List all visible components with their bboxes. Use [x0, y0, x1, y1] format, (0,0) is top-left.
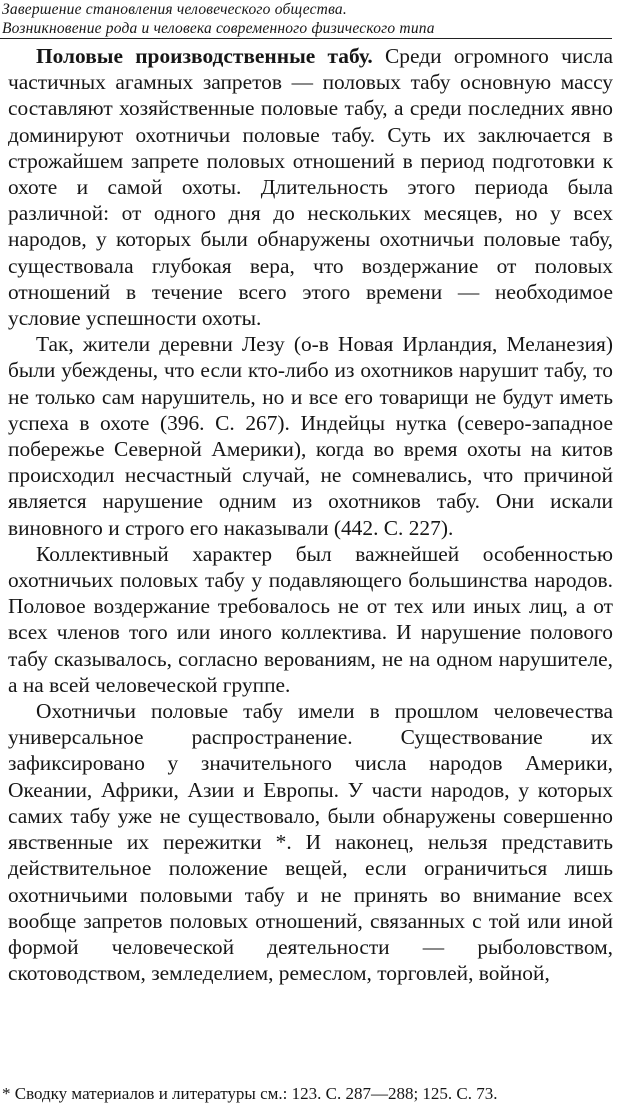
- footnote: * Сводку материалов и литературы см.: 123. С. 287—288; 125. С. 73.: [2, 1084, 498, 1103]
- section-run-in-title: Половые производственные табу.: [36, 44, 373, 68]
- running-head: [2, 0, 614, 38]
- running-head-line-1: Завершение становления человеческого общества.: [2, 1, 347, 18]
- paragraph-2: Так, жители деревни Лезу (о-в Новая Ирландия, Меланезия) были убеждены, что если кто-либо из охотников нарушит табу, то не только сам нарушитель, но и все его товарищи не будут иметь успеха в охоте (396. С. 267). Индейцы нутка (северо-западное побережье Северной Америки), когда во время охоты на китов происходил несчастный случай, не сомневались, что причиной является нарушение одним из охотников табу. Они искали виновного и строго его наказывали (442. С. 227).: [8, 332, 613, 540]
- running-head-line-2: Возникновение рода и человека современного физического типа: [2, 20, 435, 37]
- body-text: [8, 43, 613, 986]
- paragraph-3: Коллективный характер был важнейшей особенностью охотничьих половых табу у подавляющего большинства народов. Половое воздержание требовалось не от тех или иных лиц, а от всех членов того или иного коллектива. И нарушение полового табу сказывалось, согласно верованиям, не на одном нарушителе, а на всей человеческой группе.: [8, 541, 613, 697]
- paragraph-1: [8, 43, 613, 331]
- paragraph-1-text: Среди огромного числа частичных агамных запретов — половых табу основную массу составляют хозяйственные половые табу, а среди последних явно доминируют охотничьи половые табу. Суть их заключается в строжайшем запрете половых отношений в период подготовки к охоте и самой охоты. Длительность этого периода была различной: от одного дня до нескольких месяцев, но у всех народов, у которых были обнаружены охотничьи половые табу, существовала глубокая вера, что воздержание от половых отношений в течение всего этого времени — необходимое условие успешности охоты.: [8, 44, 614, 331]
- paragraph-4: Охотничьи половые табу имели в прошлом человечества универсальное распространение. Существование их зафиксировано у значительного числа народов Америки, Океании, Африки, Азии и Европы. У части народов, у которых самих табу уже не существовало, были обнаружены совершенно явственные их пережитки *. И наконец, нельзя представить действительное положение вещей, если ограничиться лишь охотничьими половыми табу и не принять во внимание всех вообще запретов половых отношений, связанных с той или иной формой человеческой деятельности — рыболовством, скотоводством, земледелием, ремеслом, торговлей, войной,: [8, 699, 613, 986]
- header-rule: [0, 38, 612, 39]
